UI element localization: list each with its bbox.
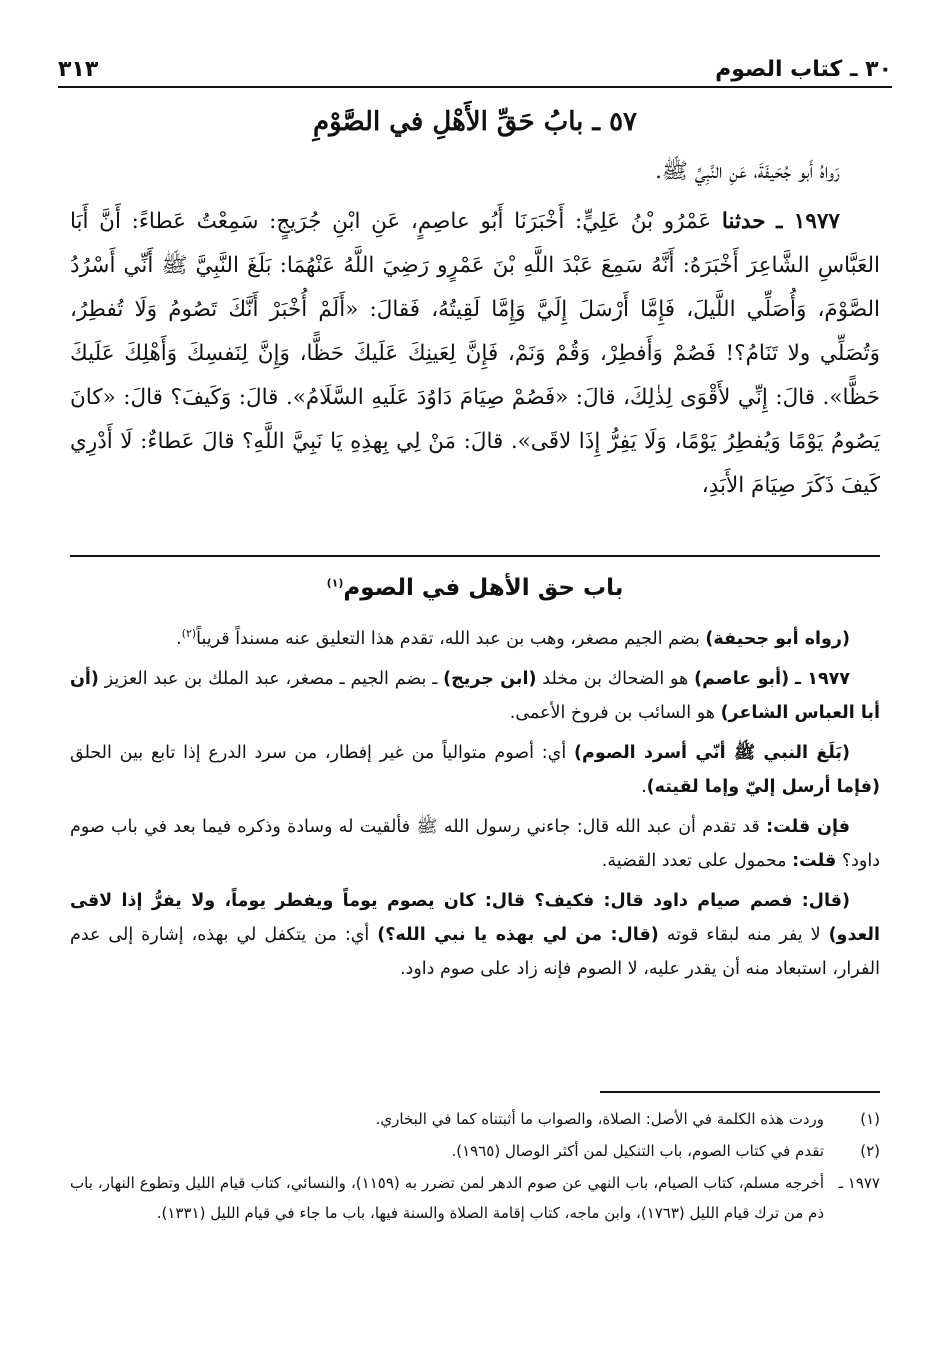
commentary-text: هو السائب بن فروخ الأعمى. <box>509 703 721 723</box>
commentary-tail: . <box>176 629 182 649</box>
footnote-text: تقدم في كتاب الصوم، باب التنكيل لمن أكثر الوصال (١٩٦٥). <box>451 1142 824 1160</box>
section-divider <box>70 555 880 557</box>
hadith-opening: حدثنا <box>721 209 766 234</box>
commentary-text: قد تقدم أن عبد الله قال: جاءني رسول الله ﷺ فألقيت له وسادة وذكره فيما بعد في باب صوم داود؟ <box>70 817 880 871</box>
commentary-text: ـ بضم الجيم ـ مصغر، عبد الملك بن عبد العزيز <box>98 669 444 689</box>
commentary-text: أي: أصوم متوالياً من غير إفطار، من سرد الدرع إذا تابع بين الحلق <box>70 743 575 763</box>
commentary-paragraph <box>70 622 880 656</box>
commentary-paragraph <box>70 884 880 986</box>
running-header <box>58 38 892 88</box>
chapter-title: ٥٧ ـ بابُ حَقِّ الأَهْلِ في الصَّوْمِ <box>312 107 638 137</box>
commentary-text: أي: من يتكفل لي بهذه، إشارة إلى عدم الفرار، استبعاد منه أن يقدر عليه، لا الصوم فإنه زاد على صوم داود. <box>70 925 880 979</box>
commentary-text: لا يفر منه لبقاء قوته <box>658 925 829 945</box>
footnote-marker: (٢) <box>860 1142 880 1160</box>
page-number: ٣١٣ <box>58 57 99 82</box>
hadith-1977 <box>70 200 880 508</box>
hadith-number: ١٩٧٧ ـ <box>776 209 840 234</box>
commentary-lead: (قال: فصم صيام داود قال: فكيف؟ قال: كان يصوم يوماً ويفطر يوماً، ولا يفرُّ إذا لاقى العدو) <box>70 891 880 945</box>
commentary-paragraph <box>70 662 880 730</box>
footnote-item <box>70 1168 880 1228</box>
commentary-tail: . <box>641 777 647 797</box>
commentary-title <box>58 568 892 608</box>
commentary-number: ١٩٧٧ ـ <box>794 669 850 689</box>
commentary-text: بضم الجيم مصغر، وهب بن عبد الله، تقدم هذا التعليق عنه مسنداً قريباً <box>196 629 706 649</box>
commentary-paragraph <box>70 810 880 878</box>
header-title: ٣٠ ـ كتاب الصوم <box>715 57 892 82</box>
hadith-body: عَمْرُو بْنُ عَلِيٍّ: أَخْبَرَنَا أَبُو عاصِمٍ، عَنِ ابْنِ جُرَيجٍ: سَمِعْتُ عَطاءً: أَنَّ أَبَا العَبَّاسِ الشَّاعِرَ أَخْبَرَهُ: أَنَّهُ سَمِعَ عَبْدَ اللَّهِ بْنَ عَمْرٍو رَضِيَ اللَّهُ عَنْهُمَا: بَلَغَ النَّبِيَّ ﷺ أَنِّي أَسْرُدُ الصَّوْمَ، وَأُصَلِّي اللَّيلَ، فَإِمَّا أَرْسَلَ إِلَيَّ وَإِمَّا لَقِيتُهُ، فَقالَ: «أَلَمْ أُخْبَرْ أَنَّكَ تَصُومُ وَلَا تُفطِرُ، وَتُصَلِّي ولا تَنَامُ؟! فَصُمْ وَأَفطِرْ، وَقُمْ وَنَمْ، فَإِنَّ لِعَينِكَ عَلَيكَ حَظًّا، وَإِنَّ لِنَفسِكَ وَأَهْلِكَ عَلَيكَ حَظًّا». قالَ: إِنِّي لأَقْوَى لِذٰلِكَ، قالَ: «فَصُمْ صِيَامَ دَاوُدَ عَلَيهِ السَّلَامُ». قالَ: وَكَيفَ؟ قالَ: «كانَ يَصُومُ يَوْمًا وَيُفطِرُ يَوْمًا، وَلَا يَفِرُّ إِذَا لاقَى». قالَ: مَنْ لِي بِهذِهِ يَا نَبِيَّ اللَّهِ؟ قالَ عَطاءٌ: لَا أَدْرِي كَيفَ ذَكَرَ صِيَامَ الأَبَدِ، <box>70 209 880 498</box>
commentary-block <box>70 622 880 992</box>
commentary-text: محمول على تعدد القضية. <box>601 851 793 871</box>
commentary-lead: (أبو عاصم) <box>694 669 790 689</box>
footnote-divider <box>600 1091 880 1093</box>
commentary-lead: (بَلَغ النبي ﷺ أنّي أسرد الصوم) <box>574 743 850 763</box>
commentary-lead: قلت: <box>792 851 837 871</box>
commentary-paragraph <box>70 736 880 804</box>
footnote-item <box>70 1136 880 1166</box>
commentary-lead: (أن أبا العباس الشاعر) <box>70 669 880 723</box>
commentary-lead: (ابن جريج) <box>443 669 537 689</box>
chapter-intro: رَواهُ أَبو جُحَيفَةَ، عَنِ النَّبِيِّ ﷺ. <box>655 159 840 184</box>
footnote-text: أخرجه مسلم، كتاب الصيام، باب النهي عن صوم الدهر لمن تضرر به (١١٥٩)، والنسائي، كتاب قيام الليل وتطوع النهار، باب ذم من ترك قيام الليل (١٧٦٣)، وابن ماجه، كتاب إقامة الصلاة والسنة فيها، باب ما جاء في قيام الليل (١٣٣١). <box>70 1174 824 1222</box>
hadith-text-block <box>70 150 880 508</box>
footnote-item <box>70 1104 880 1134</box>
commentary-title-text: باب حق الأهل في الصوم <box>343 575 624 601</box>
commentary-text: هو الضحاك بن مخلد <box>536 669 695 689</box>
footnote-ref-2: (٢) <box>181 627 197 641</box>
commentary-lead: (رواه أبو جحيفة) <box>705 629 850 649</box>
commentary-lead: فإن قلت: <box>766 817 850 837</box>
footnote-marker: ١٩٧٧ ـ <box>838 1174 880 1192</box>
footnotes <box>70 1104 880 1230</box>
commentary-lead: (قال: من لي بهذه يا نبي الله؟) <box>377 925 659 945</box>
footnote-text: وردت هذه الكلمة في الأصل: الصلاة، والصواب ما أثبتناه كما في البخاري. <box>375 1110 824 1128</box>
footnote-ref-1: (١) <box>326 576 344 590</box>
footnote-marker: (١) <box>860 1110 880 1128</box>
commentary-lead: (فإما أرسل إليّ وإما لقيته) <box>646 777 880 797</box>
